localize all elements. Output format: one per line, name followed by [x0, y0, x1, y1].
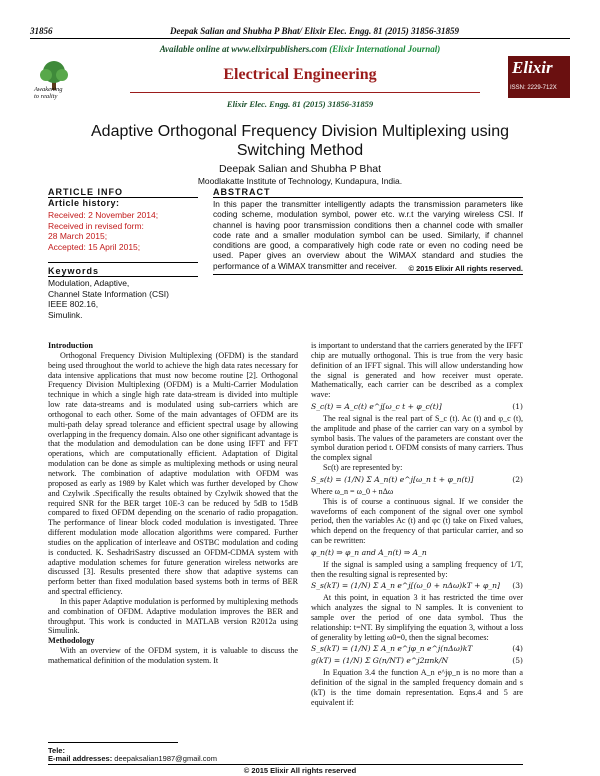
equation-2-number: (2): [512, 474, 523, 484]
history-line: 28 March 2015;: [48, 231, 108, 241]
footer-email: [48, 754, 217, 763]
footer-tele: Tele:: [48, 746, 65, 755]
journal-divider: [130, 92, 480, 93]
method-paragraph-1: With an overview of the OFDM system, it is valuable to discuss the mathematical definition of the modulation system. It: [48, 646, 298, 665]
body-paragraph: At this point, in equation 3 it has restricted the time over which analyzes the signal to N samples. It is convenient to sample over the period of one data symbol. Thus the relationship: t=NT. By simplifying the equation 3, without a loss of generality by letting ω0=0, then the signal becomes:: [311, 593, 523, 642]
page-number: 31856: [30, 26, 53, 36]
equation-2-expression: S_s(t) = (1/N) Σ A_n(t) e^j[ω_n t + φ_n(t)]: [311, 474, 474, 484]
equation-phase: [311, 548, 523, 558]
keyword: Channel State Information (CSI): [48, 288, 169, 299]
section-heading-introduction: Introduction: [48, 341, 94, 350]
body-paragraph: This is of course a continuous signal. If we consider the waveforms of each component of the signal over one symbol period, then the variables Ac (t) and φc (t) take on Fixed values, which depend on the frequency of that particular carrier, and so can be rewritten:: [311, 496, 523, 546]
elixir-logo-issn: ISSN: 2229-712X: [510, 85, 557, 91]
equation-1-number: (1): [512, 402, 523, 412]
body-paragraph: is important to understand that the carriers generated by the IFFT chip are mutually orthogonal. This is true from the very basic definition of an IFFT signal. This will allow understanding how the signal is generated and how receiver must operate. Mathematically, each carrier can be described as a complex wave:: [311, 341, 523, 400]
footer-bottom-rule: [48, 764, 523, 765]
equation-3-number: (3): [512, 581, 523, 591]
equation-4-number: (4): [512, 644, 523, 654]
equation-2: [311, 475, 523, 485]
paper-affiliation: Moodlakatte Institute of Technology, Kundapura, India.: [197, 176, 403, 186]
online-availability: [0, 44, 600, 54]
body-paragraph: If the signal is sampled using a sampling frequency of 1/T, then the resulting signal is represented by:: [311, 559, 523, 579]
paper-title: Adaptive Orthogonal Frequency Division Multiplexing using Switching Method: [91, 123, 509, 159]
history-rule: [48, 262, 198, 263]
equation-4: [311, 644, 523, 654]
abstract-rule: [213, 197, 523, 198]
paper-authors: Deepak Salian and Shubha P Bhat: [218, 163, 382, 175]
keywords-rule: [48, 276, 198, 277]
history-line: Accepted: 15 April 2015;: [48, 241, 141, 252]
keyword: IEEE 802.16,: [48, 299, 99, 309]
intro-paragraph-1: Orthogonal Frequency Division Multiplexing (OFDM) is the standard being used throughout the world to achieve the high data rates necessary for data intensive applications that must now become routine [2]. Orthogonal Frequency Division Multiplexing (OFDM) is a Multi-Carrier Modulation technique in which a single high rate data-stream is divided into multiple low rate data-streams and is modulated using sub-carriers which are orthogonal to each other. Some of the main advantages of OFDM are its multi-path delay spread tolerance and efficient spectral usage by allowing overlapping in the frequency domain. Also one other significant advantage is that the modulation and demodulation can be done using IFFT and FFT operations, which are computationally efficient. Adaptation of Digital modulation can be done as simple as multiplexing methods or using neural network. The combination of adaptive modulation with OFDM was proposed as early as 1989 by Kalet which was further developed by Chow and Czylwik .Specifically the results obtained by Czylwik showed that the required SNR for the BER target 10E-3 can be reduced by 5dB to 15dB compared to fixed OFDM depending on the scenario of radio propagation. The performance of linear block coded modulation is investigated. Three different modulation mode allocation algorithms were compared. Further studies on the application of interleave and OSTBC modulation and coding is conducted. K. SeshadriSastry discussed an OFDM-CDMA system with adaptive modulation schemes for future generation wireless networks are discussed [3]. Results presented there show that adaptive systems can perform better than fixed modulation based systems both in terms of BER and spectral efficiency.: [48, 350, 298, 597]
abstract-heading: ABSTRACT: [213, 187, 271, 197]
equation-5-number: (5): [512, 656, 523, 666]
journal-reference: Elixir Elec. Engg. 81 (2015) 31856-31859: [226, 99, 374, 109]
abstract-text: In this paper the transmitter intelligently adapts the transmission parameters like coding scheme, modulation symbol, power etc. w.r.t the varying wireless CSI. If channel is having poor transmission conditions then a channel code with smaller code rate and a smaller modulation symbol can be used. Similarly, if channel conditions are good, a comparatively high code rate or even no coding need be used. Paper gives an overview about the WiMAX standard and studies the performance of a WiMAX transmitter and receiver.: [213, 199, 523, 271]
logo-tagline-line2: to reality: [34, 93, 58, 100]
keywords-heading: Keywords: [48, 266, 100, 276]
abstract-bottom-rule: [213, 274, 523, 275]
journal-name: Electrical Engineering: [223, 66, 377, 83]
online-link[interactable]: Available online at www.elixirpublishers.com: [159, 44, 327, 54]
abstract-copyright: © 2015 Elixir All rights reserved.: [408, 264, 523, 273]
equation-4-expression: S_s(kT) = (1/N) Σ A_n e^jφ_n e^j(nΔω)kT: [311, 644, 473, 654]
online-journal: (Elixir International Journal): [329, 44, 441, 54]
where-clause: Where ω_n = ω_0 + nΔω: [311, 486, 394, 496]
keyword: Modulation, Adaptive,: [48, 278, 130, 288]
section-heading-methodology: Methodology: [48, 636, 95, 646]
equation-5: [311, 656, 523, 666]
equation-1: [311, 402, 523, 412]
logo-tagline-line1: Awakening: [34, 86, 63, 93]
footer-rule: [48, 742, 178, 743]
elixir-logo-name: Elixir: [512, 58, 553, 77]
equation-5-expression: g(kT) = (1/N) Σ G(n/NT) e^j2πnk/N: [311, 656, 449, 666]
elixir-logo: [508, 56, 570, 98]
footer-email-address[interactable]: deepaksalian1987@gmail.com: [114, 754, 217, 763]
header-divider: [30, 38, 570, 39]
keywords-list: [48, 278, 169, 320]
running-header-citation: Deepak Salian and Shubha P Bhat/ Elixir Elec. Engg. 81 (2015) 31856-31859: [170, 26, 459, 36]
article-history: [48, 210, 158, 252]
intro-paragraph-2: In this paper Adaptive modulation is performed by multiplexing methods and combination of OFDM. Adaptive modulation improves the BER and throughput. This work is conducted in MATLAB version R2012a using Simulink.: [48, 596, 298, 636]
article-history-heading: Article history:: [48, 198, 120, 208]
body-left-column: [48, 341, 298, 666]
footer-copyright: © 2015 Elixir All rights reserved: [243, 766, 357, 775]
keyword: Simulink.: [48, 309, 83, 320]
equation-3: [311, 581, 523, 591]
body-paragraph: In Equation 3.4 the function A_n e^jφ_n is no more than a definition of the signal in the sampled frequency domain and s (kT) is the time domain representation. Eqns.4 and 5 are equivalent if:: [311, 668, 523, 707]
body-paragraph: Sc(t) are represented by:: [323, 463, 403, 473]
body-paragraph: The real signal is the real part of S_c (t). Ac (t) and φ_c (t), the amplitude and phase of the carrier can vary on a symbol by symbol basis. The values of the parameters are constant over the symbol duration period t. OFDM consists of many carriers. Thus the complex signal: [311, 413, 523, 463]
history-line: Received: 2 November 2014;: [48, 210, 159, 220]
footer-email-label: E-mail addresses:: [48, 754, 113, 763]
equation-1-expression: S_c(t) = A_c(t) e^j[ω_c t + φ_c(t)]: [311, 402, 442, 412]
equation-phase-expression: φ_n(t) ⇒ φ_n and A_n(t) ⇒ A_n: [311, 547, 427, 557]
history-line: Received in revised form:: [48, 220, 144, 231]
body-right-column: [311, 341, 523, 708]
article-info-heading: ARTICLE INFO: [48, 187, 123, 197]
equation-3-expression: S_s(kT) = (1/N) Σ A_n e^j[(ω_0 + nΔω)kT + φ_n]: [311, 581, 500, 591]
